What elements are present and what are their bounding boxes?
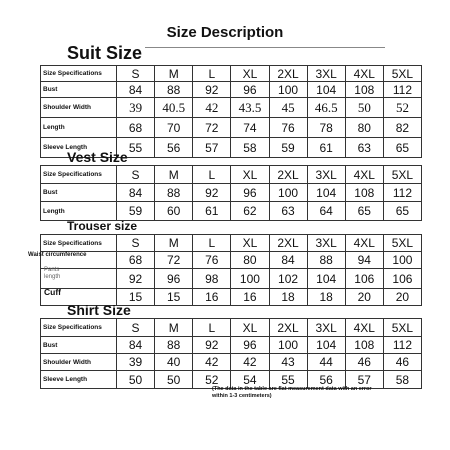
size-value-cell: 57 bbox=[345, 371, 383, 389]
size-value-cell: 100 bbox=[269, 82, 307, 98]
size-value-cell: 88 bbox=[155, 82, 193, 98]
size-value-cell: 39 bbox=[117, 354, 155, 371]
size-value-cell: 15 bbox=[155, 289, 193, 306]
size-value-cell: 80 bbox=[345, 118, 383, 138]
cuff-label: Cuff bbox=[44, 287, 61, 297]
size-column-header: 3XL bbox=[307, 235, 345, 252]
size-value-cell: 52 bbox=[193, 371, 231, 389]
size-value-cell: 74 bbox=[231, 118, 269, 138]
suit-size-table bbox=[40, 65, 422, 158]
size-column-header: M bbox=[155, 235, 193, 252]
waist-circumference-label: Waist circumference bbox=[28, 252, 87, 258]
size-value-cell: 55 bbox=[269, 371, 307, 389]
row-label: Bust bbox=[41, 184, 117, 202]
size-column-header: XL bbox=[231, 66, 269, 82]
table-row bbox=[41, 98, 422, 118]
row-label: Shoulder Width bbox=[41, 354, 117, 371]
size-value-cell: 82 bbox=[383, 118, 421, 138]
size-value-cell: 108 bbox=[345, 82, 383, 98]
size-value-cell: 92 bbox=[193, 82, 231, 98]
size-value-cell: 78 bbox=[307, 118, 345, 138]
size-value-cell: 61 bbox=[193, 202, 231, 221]
size-column-header: S bbox=[117, 235, 155, 252]
size-value-cell: 44 bbox=[307, 354, 345, 371]
size-column-header: L bbox=[193, 319, 231, 337]
size-value-cell: 62 bbox=[231, 202, 269, 221]
size-spec-label: Size Specifications bbox=[41, 235, 117, 252]
note-line-1: (The data in the table are flat measurement data with an error bbox=[212, 386, 372, 392]
size-spec-label: Size Specifications bbox=[41, 319, 117, 337]
size-value-cell: 50 bbox=[117, 371, 155, 389]
size-value-cell: 50 bbox=[155, 371, 193, 389]
size-column-header: 4XL bbox=[345, 66, 383, 82]
table-row bbox=[41, 82, 422, 98]
size-value-cell: 63 bbox=[345, 138, 383, 158]
table-row bbox=[41, 184, 422, 202]
size-column-header: S bbox=[117, 166, 155, 184]
size-value-cell: 58 bbox=[383, 371, 421, 389]
size-value-cell: 18 bbox=[307, 289, 345, 306]
size-column-header: XL bbox=[231, 235, 269, 252]
size-spec-label: Size Specifications bbox=[41, 66, 117, 82]
table-header-row bbox=[41, 66, 422, 82]
size-column-header: 5XL bbox=[383, 235, 421, 252]
vest-size-heading: Vest Size bbox=[67, 149, 128, 165]
size-column-header: 5XL bbox=[383, 66, 421, 82]
size-value-cell: 80 bbox=[231, 252, 269, 269]
note-line-2: within 1-3 centimeters) bbox=[212, 393, 272, 399]
size-value-cell: 57 bbox=[193, 138, 231, 158]
size-value-cell: 98 bbox=[193, 269, 231, 289]
size-value-cell: 84 bbox=[117, 82, 155, 98]
measurement-note bbox=[212, 386, 372, 400]
row-label: Length bbox=[41, 118, 117, 138]
size-value-cell: 100 bbox=[383, 252, 421, 269]
size-column-header: 3XL bbox=[307, 319, 345, 337]
size-column-header: M bbox=[155, 319, 193, 337]
size-value-cell: 56 bbox=[307, 371, 345, 389]
size-column-header: 4XL bbox=[345, 235, 383, 252]
size-value-cell: 96 bbox=[231, 82, 269, 98]
size-value-cell: 70 bbox=[155, 118, 193, 138]
row-label: Sleeve Length bbox=[41, 371, 117, 389]
size-value-cell: 72 bbox=[155, 252, 193, 269]
size-value-cell: 112 bbox=[383, 184, 421, 202]
size-column-header: S bbox=[117, 66, 155, 82]
title-divider bbox=[145, 47, 385, 48]
table-row bbox=[41, 118, 422, 138]
size-value-cell: 96 bbox=[231, 184, 269, 202]
size-value-cell: 68 bbox=[117, 252, 155, 269]
pants-length-label: Pants length bbox=[44, 267, 61, 280]
size-value-cell: 100 bbox=[269, 184, 307, 202]
size-value-cell: 60 bbox=[155, 202, 193, 221]
size-value-cell: 58 bbox=[231, 138, 269, 158]
size-value-cell: 56 bbox=[155, 138, 193, 158]
size-value-cell: 45 bbox=[269, 98, 307, 118]
trouser-size-table bbox=[40, 234, 422, 306]
size-value-cell: 104 bbox=[307, 269, 345, 289]
size-value-cell: 39 bbox=[117, 98, 155, 118]
size-value-cell: 64 bbox=[307, 202, 345, 221]
size-value-cell: 104 bbox=[307, 82, 345, 98]
size-column-header: 3XL bbox=[307, 66, 345, 82]
size-value-cell: 88 bbox=[155, 184, 193, 202]
size-value-cell: 106 bbox=[383, 269, 421, 289]
row-label: Shoulder Width bbox=[41, 98, 117, 118]
table-row bbox=[41, 337, 422, 354]
size-value-cell: 16 bbox=[231, 289, 269, 306]
size-value-cell: 102 bbox=[269, 269, 307, 289]
size-column-header: 3XL bbox=[307, 166, 345, 184]
size-column-header: L bbox=[193, 66, 231, 82]
size-value-cell: 40.5 bbox=[155, 98, 193, 118]
size-value-cell: 65 bbox=[383, 202, 421, 221]
size-value-cell: 50 bbox=[345, 98, 383, 118]
size-value-cell: 84 bbox=[269, 252, 307, 269]
size-value-cell: 65 bbox=[345, 202, 383, 221]
size-value-cell: 55 bbox=[117, 138, 155, 158]
size-column-header: XL bbox=[231, 166, 269, 184]
size-value-cell: 68 bbox=[117, 118, 155, 138]
size-value-cell: 88 bbox=[307, 252, 345, 269]
page-title: Size Description bbox=[166, 24, 284, 41]
size-value-cell: 108 bbox=[345, 184, 383, 202]
size-column-header: L bbox=[193, 166, 231, 184]
size-column-header: 2XL bbox=[269, 166, 307, 184]
size-value-cell: 52 bbox=[383, 98, 421, 118]
size-column-header: S bbox=[117, 319, 155, 337]
size-value-cell: 112 bbox=[383, 337, 421, 354]
size-value-cell: 42 bbox=[231, 354, 269, 371]
suit-size-heading: Suit Size bbox=[67, 43, 143, 63]
size-value-cell: 46 bbox=[383, 354, 421, 371]
shirt-size-table bbox=[40, 318, 422, 389]
table-row bbox=[41, 354, 422, 371]
size-value-cell: 76 bbox=[269, 118, 307, 138]
size-column-header: M bbox=[155, 166, 193, 184]
size-value-cell: 88 bbox=[155, 337, 193, 354]
size-value-cell: 40 bbox=[155, 354, 193, 371]
row-label: Bust bbox=[41, 82, 117, 98]
row-label: Bust bbox=[41, 337, 117, 354]
trouser-size-heading: Trouser size bbox=[67, 219, 138, 233]
size-spec-label: Size Specifications bbox=[41, 166, 117, 184]
size-column-header: 2XL bbox=[269, 235, 307, 252]
shirt-size-heading: Shirt Size bbox=[67, 302, 131, 318]
vest-size-table bbox=[40, 165, 422, 221]
table-row bbox=[41, 269, 422, 289]
row-label: Sleeve Length bbox=[41, 138, 117, 158]
size-value-cell: 92 bbox=[117, 269, 155, 289]
size-column-header: M bbox=[155, 66, 193, 82]
size-value-cell: 84 bbox=[117, 184, 155, 202]
size-value-cell: 59 bbox=[269, 138, 307, 158]
size-column-header: XL bbox=[231, 319, 269, 337]
size-column-header: 4XL bbox=[345, 166, 383, 184]
size-value-cell: 43.5 bbox=[231, 98, 269, 118]
size-value-cell: 104 bbox=[307, 184, 345, 202]
size-value-cell: 42 bbox=[193, 98, 231, 118]
size-column-header: 5XL bbox=[383, 166, 421, 184]
size-value-cell: 15 bbox=[117, 289, 155, 306]
row-label: Length bbox=[41, 202, 117, 221]
table-header-row bbox=[41, 319, 422, 337]
size-value-cell: 59 bbox=[117, 202, 155, 221]
size-value-cell: 94 bbox=[345, 252, 383, 269]
table-row bbox=[41, 202, 422, 221]
size-value-cell: 112 bbox=[383, 82, 421, 98]
size-value-cell: 18 bbox=[269, 289, 307, 306]
size-column-header: 2XL bbox=[269, 319, 307, 337]
table-header-row bbox=[41, 235, 422, 252]
size-value-cell: 92 bbox=[193, 337, 231, 354]
size-value-cell: 72 bbox=[193, 118, 231, 138]
size-value-cell: 43 bbox=[269, 354, 307, 371]
size-value-cell: 84 bbox=[117, 337, 155, 354]
size-value-cell: 92 bbox=[193, 184, 231, 202]
table-header-row bbox=[41, 166, 422, 184]
size-value-cell: 106 bbox=[345, 269, 383, 289]
size-value-cell: 20 bbox=[345, 289, 383, 306]
size-value-cell: 46 bbox=[345, 354, 383, 371]
size-value-cell: 96 bbox=[155, 269, 193, 289]
size-value-cell: 16 bbox=[193, 289, 231, 306]
size-value-cell: 54 bbox=[231, 371, 269, 389]
size-value-cell: 104 bbox=[307, 337, 345, 354]
size-value-cell: 46.5 bbox=[307, 98, 345, 118]
size-value-cell: 108 bbox=[345, 337, 383, 354]
size-column-header: L bbox=[193, 235, 231, 252]
size-value-cell: 20 bbox=[383, 289, 421, 306]
size-value-cell: 63 bbox=[269, 202, 307, 221]
size-column-header: 4XL bbox=[345, 319, 383, 337]
size-value-cell: 96 bbox=[231, 337, 269, 354]
table-row bbox=[41, 252, 422, 269]
size-value-cell: 100 bbox=[231, 269, 269, 289]
size-value-cell: 61 bbox=[307, 138, 345, 158]
size-column-header: 2XL bbox=[269, 66, 307, 82]
size-value-cell: 42 bbox=[193, 354, 231, 371]
size-column-header: 5XL bbox=[383, 319, 421, 337]
size-value-cell: 100 bbox=[269, 337, 307, 354]
size-value-cell: 76 bbox=[193, 252, 231, 269]
size-value-cell: 65 bbox=[383, 138, 421, 158]
